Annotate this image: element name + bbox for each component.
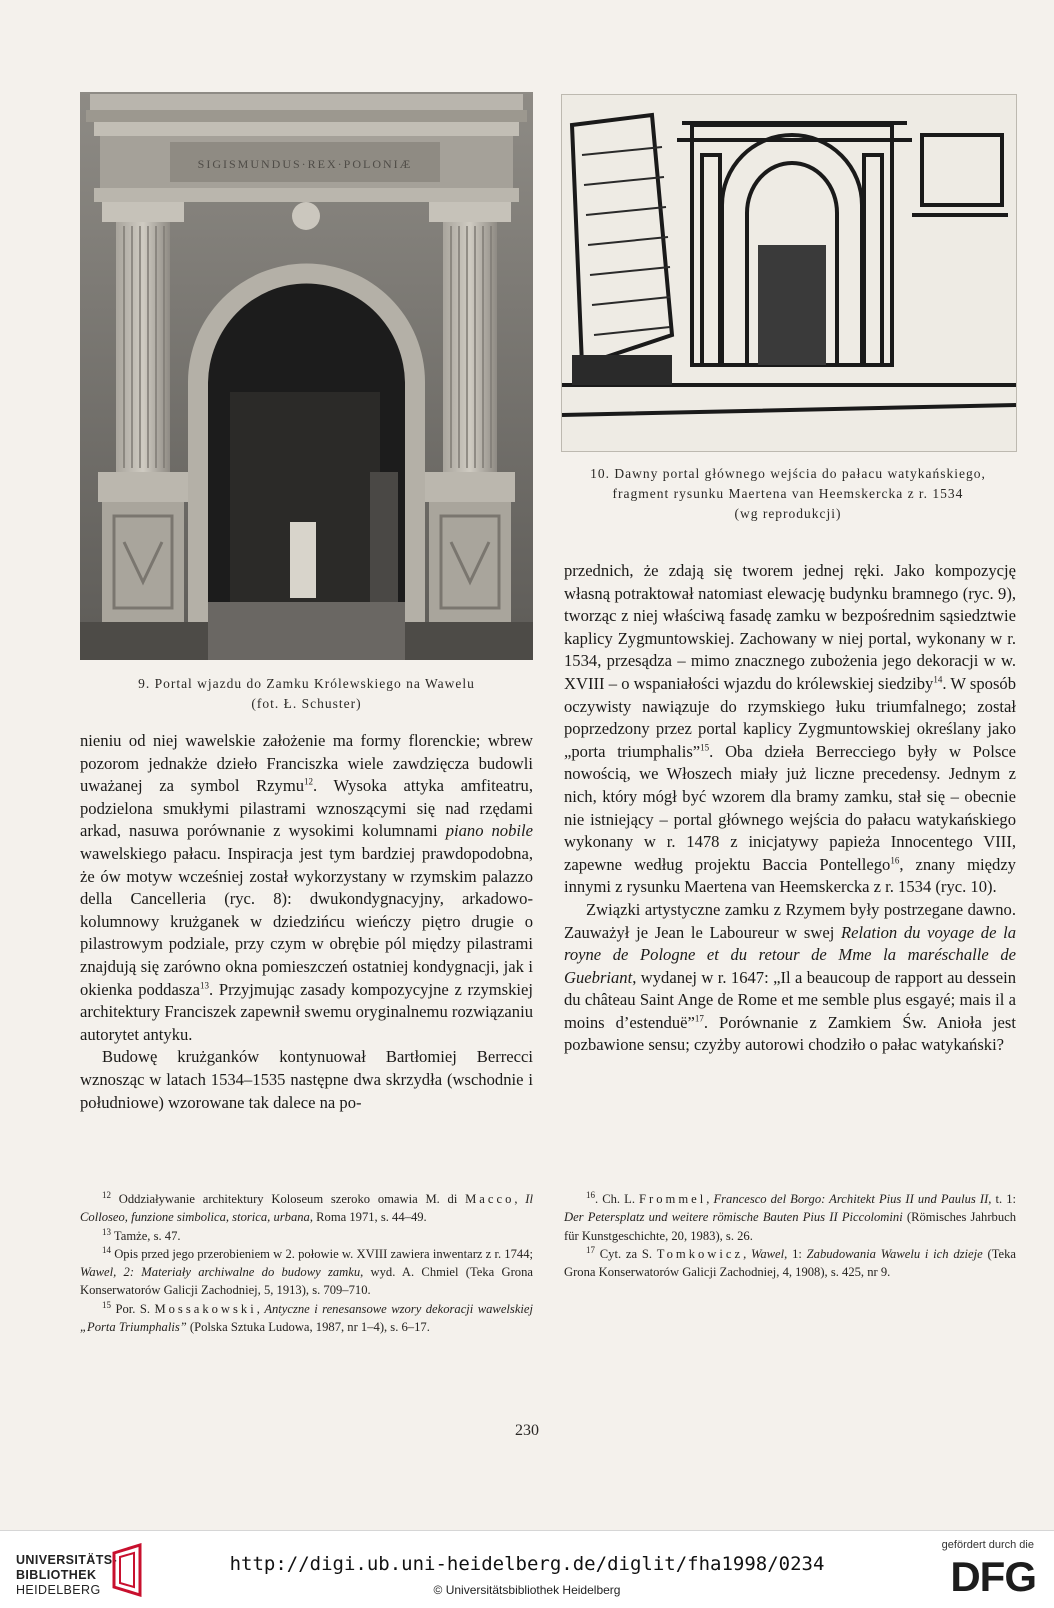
footnote-ref-13[interactable]: 13 (200, 980, 209, 990)
figure-9-caption-line2: (fot. Ł. Schuster) (251, 696, 362, 711)
footnote-12: $^{12}$ Oddziaływanie architektury Koloseum szeroko omawia M. di Macco, Il Colloseo, funzione simbolica, storica, urbana, Roma 1971, s. 44–49. (80, 1189, 533, 1225)
figure-10-caption (561, 464, 1015, 524)
footnote-ref-15[interactable]: 15 (700, 742, 710, 753)
footnote-ref-16[interactable]: 16 (890, 855, 900, 866)
footnote-15: $^{15}$ Por. S. Mossakowski, Antyczne i renesansowe wzory dekoracji wawelskiej „Porta Triumphalis” (Polska Sztuka Ludowa, 1987, nr 1–4), s. 6–17. (80, 1299, 533, 1335)
left-paragraph-2: Budowę krużganków kontynuował Bartłomiej Berrecci wznosząc w latach 1534–1535 następne dwa skrzydła (wschodnie i południowe) wzorowane tak dalece na po- (80, 1047, 533, 1112)
digitization-footer (0, 1530, 1054, 1608)
figure-10-caption-line2: fragment rysunku Maertena van Heemskercka z r. 1534 (612, 486, 964, 501)
library-name: UNIVERSITÄTS- BIBLIOTHEK HEIDELBERG (16, 1553, 118, 1597)
dfg-logo: DFG (950, 1553, 1036, 1600)
footnote-16: $^{16}$. Ch. L. Frommel, Francesco del Borgo: Architekt Pius II und Paulus II, t. 1: Der Petersplatz und weitere römische Bauten Pius II Piccolomini (Römisches Jahrbuch für Kunstgeschichte, 20, 1983), s. 26. (564, 1189, 1016, 1243)
portal-photo-illustration (80, 92, 533, 660)
frieze-inscription: SIGISMUNDUS·REX·POLONIÆ (197, 157, 413, 171)
figure-10-caption-line3: (wg reprodukcji) (734, 506, 842, 521)
left-paragraph-1: nieniu od niej wawelskie założenie ma formy florenckie; wbrew pozorom jednakże dzieło Franciszka wiele zawdzięcza budowli uważanej za symbol Rzymu$^{12}$. Wysoka attyka amfiteatru, podzielona smukłymi pilastrami wznoszącymi się nad rzędami arkad, nasuwa porównanie z wysokimi kolumnami piano nobile wawelskiego pałacu. Inspiracja jest tym bardziej prawdopodobna, że ów motyw wcześniej został wykorzystany w rzymskim palazzo della Cancelleria (ryc. 8): dwukondygnacyjny, arkadowo-kolumnowy krużganek w dziedzińcu wieńczy piętro drugie o pilastrowym podziale, przy czym w obrębie pól między pilastrami znajdują się zarówno okna pomieszczeń ostatniej kondygnacji, jak i okienka poddasza$^{13}$. Przyjmując zasady kompozycyjne z rzymskiej architektury Franciszek zapewnił swemu oryginalnemu rozwiązaniu autorytet antyku. (80, 731, 533, 1044)
figure-9-portal-photo (80, 92, 533, 660)
drawing-illustration (562, 95, 1016, 451)
footnotes-right (564, 1190, 1016, 1281)
copyright-notice: © Universitätsbibliothek Heidelberg (433, 1583, 621, 1597)
footnote-14: $^{14}$ Opis przed jego przerobieniem w 2. połowie w. XVIII zawiera inwentarz z r. 1744; Wawel, 2: Materiały archiwalne do budowy zamku, wyd. A. Chmiel (Teka Grona Konserwatorów Galicji Zachodniej, 5, 1913), s. 709–710. (80, 1244, 533, 1298)
footnote-ref-17[interactable]: 17 (694, 1013, 704, 1024)
footnotes-left (80, 1190, 533, 1336)
permalink-url[interactable]: http://digi.ub.uni-heidelberg.de/diglit/fha1998/0234 (229, 1553, 825, 1575)
figure-10-heemskerck-drawing (561, 94, 1017, 452)
right-paragraph-1: przednich, że zdają się tworem jednej ręki. Jako kompozycję własną potraktował natomiast elewację budynku bramnego (ryc. 9), tworząc z niej właściwą fasadę zamku w bezpośrednim sąsiedztwie kaplicy Zygmuntowskiej. Zachowany w niej portal, wykonany w r. 1534, przesądza – mimo znacznego zubożenia jego dekoracji w w. XVIII – o wspaniałości wjazdu do królewskiej siedziby$^{14}$. W sposób oczywisty nawiązuje do rzymskiego łuku triumfalnego; został poprzedzony przez portal kaplicy Zygmuntowskiej określany jako „porta triumphalis”$^{15}$. Oba dzieła Berrecciego były w Polsce nowością, we Włoszech miały już liczne precedensy. Jednym z nich, który mógł być wzorem dla bramy zamku, stał się – obecnie nie istniejący – portal głównego wejścia do pałacu watykańskiego wykonany w r. 1478 z inicjatywy papieża Innocentego VIII, zapewne według projektu Baccia Pontellego$^{16}$, znany między innymi z rysunku Maertena van Heemskercka z r. 1534 (ryc. 10). (564, 561, 1017, 897)
right-text-column (564, 560, 1016, 1057)
footnote-13: $^{13}$ Tamże, s. 47. (102, 1226, 181, 1243)
footnote-17: $^{17}$ Cyt. za S. Tomkowicz, Wawel, 1: Zabudowania Wawelu i ich dzieje (Teka Grona Konserwatorów Galicji Zachodniej, 4, 1908), s. 425, nr 9. (564, 1244, 1016, 1280)
figure-9-caption-line1: 9. Portal wjazdu do Zamku Królewskiego na Wawelu (138, 676, 475, 691)
figure-9-caption (80, 674, 533, 714)
figure-10-caption-line1: 10. Dawny portal głównego wejścia do pałacu watykańskiego, (590, 466, 986, 481)
footnote-ref-14[interactable]: 14 (933, 674, 943, 685)
funding-note: gefördert durch die (941, 1539, 1034, 1551)
left-text-column (80, 730, 533, 1114)
right-paragraph-2: Związki artystyczne zamku z Rzymem były postrzegane dawno. Zauważył je Jean le Laboureur w swej Relation du voyage de la royne de Pologne et du retour de Mme la maréschalle de Guebriant, wydanej w r. 1647: „Il a beaucoup de rapport au dessein du château Saint Ange de Rome et me semble plus esgayé; mais il a moins d’estenduë”$^{17}$. Porównanie z Zamkiem Św. Anioła jest pozbawione sensu; czyżby autorowi chodziło o pałac watykański? (564, 899, 1016, 1055)
page-number: 230 (515, 1422, 539, 1439)
footnote-ref-12[interactable]: 12 (304, 776, 314, 787)
